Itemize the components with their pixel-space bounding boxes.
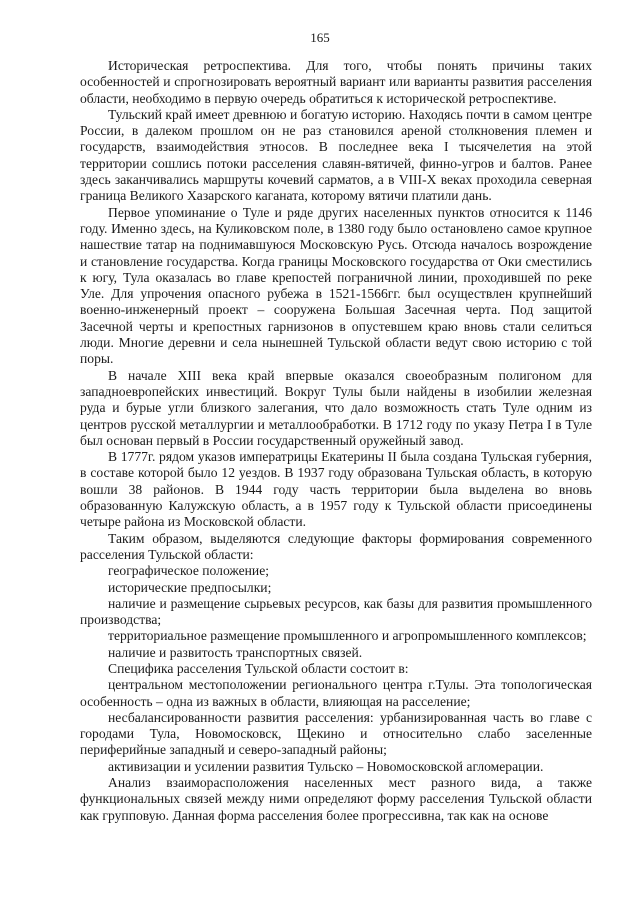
- page-number: 165: [310, 30, 330, 45]
- paragraph-investments: В начале XIII века край впервые оказался своеобразным полигоном для западноевропейских инвестиций. Вокруг Тулы были найдены в изобилии железная руда и бурые угли близкого залегания, что дало возможность стать Туле одним из центров русской металлургии и металлообработки. В 1712 году по указу Петра I в Туле был основан первый в России государственный оружейный завод.: [80, 367, 592, 448]
- list-item: центральном местоположении регионального центра г.Тулы. Эта топологическая особенность – одна из важных в области, влияющая на расселение;: [80, 677, 592, 709]
- list-item: наличие и развитость транспортных связей.: [108, 644, 363, 660]
- paragraph-specifics-intro: Специфика расселения Тульской области состоит в:: [108, 660, 409, 676]
- paragraph-ancient-history: Тульский край имеет древнюю и богатую историю. Находясь почти в самом центре России, в далеком прошлом он не раз становился ареной столкновения племен и государств, взаимодействия этносов. В последнее века I тысячелетия на этой территории сошлись потоки расселения славян-вятичей, финно-угров и балтов. Ранее здесь заканчивались маршруты кочевий сарматов, а в VIII-X веках проходила северная граница Великого Хазарского каганата, которому вятичи платили дань.: [80, 106, 592, 204]
- list-item: несбалансированности развития расселения: урбанизированная часть во главе с городами Тула, Новомосковск, Щекино и относительно слабо заселенные периферийные западный и северо-западный районы;: [80, 709, 592, 758]
- list-item: исторические предпосылки;: [108, 579, 272, 595]
- paragraph-governorate: В 1777г. рядом указов императрицы Екатерины II была создана Тульская губерния, в составе которой было 12 уездов. В 1937 году образована Тульская область, в которую вошли 38 районов. В 1944 году часть территории была выделена во вновь образованную Калужскую область, а в 1957 году к Тульской области присоединены четыре района из Московской области.: [80, 449, 592, 530]
- paragraph-factors-intro: Таким образом, выделяются следующие факторы формирования современного расселения Тульской области:: [80, 530, 592, 562]
- paragraph-analysis: Анализ взаиморасположения населенных мест разного вида, а также функциональных связей между ними определяют форму расселения Тульской области как групповую. Данная форма расселения более прогрессивна, так как на основе: [80, 775, 592, 823]
- list-item: наличие и размещение сырьевых ресурсов, как базы для развития промышленного производства;: [80, 595, 592, 628]
- list-item: географическое положение;: [108, 563, 270, 579]
- body-text: [80, 58, 592, 824]
- paragraph-first-mention: Первое упоминание о Туле и ряде других населенных пунктов относится к 1146 году. Именно здесь, на Куликовском поле, в 1380 году было остановлено самое крупное нашествие татар на поднимавшуюся Московскую Русь. Отсюда началось возрождение и становление государства. Когда границы Московского государства от Оки сместились к югу, Тула оказалась во главе крепостей пограничной линии, проходившей по реке Уле. Для упрочения опасного рубежа в 1521-1566гг. был осуществлен крупнейший военно-инженерный проект – сооружена Большая Засечная черта. Под защитой Засечной черты и крепостных гарнизонов в опустевшем краю вновь стали селиться люди. Многие деревни и села нынешней Тульской области ведут свою историю с той поры.: [80, 204, 592, 367]
- list-item: территориальное размещение промышленного и агропромышленного комплексов;: [108, 628, 587, 644]
- paragraph-retrospective-intro: Историческая ретроспектива. Для того, чтобы понять причины таких особенностей и спрогнозировать вероятный вариант или варианты развития расселения области, необходимо в первую очередь обратиться к исторической ретроспективе.: [80, 58, 592, 106]
- list-item: активизации и усилении развития Тульско – Новомосковской агломерации.: [108, 758, 544, 774]
